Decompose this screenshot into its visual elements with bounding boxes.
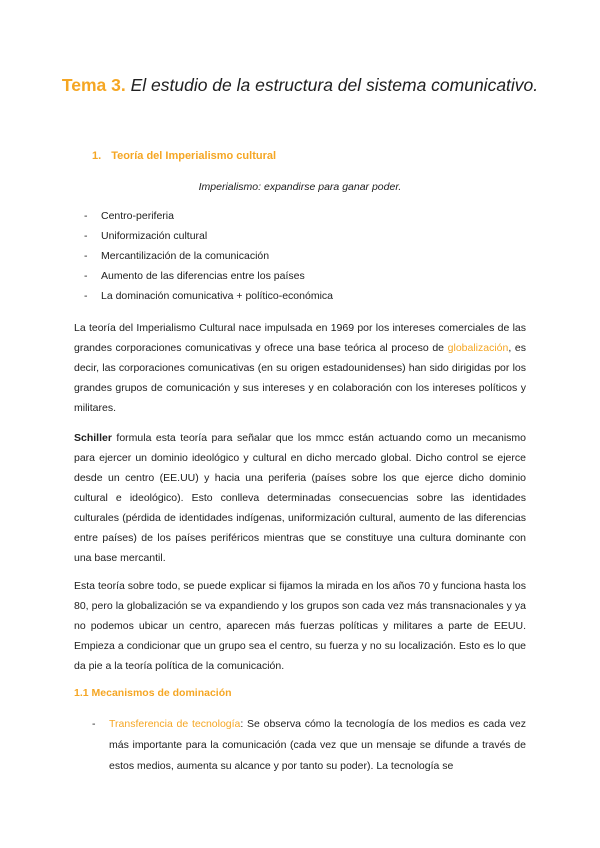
list-item: - Aumento de las diferencias entre los países — [84, 270, 305, 282]
bullet-list — [76, 209, 333, 309]
list-item: - La dominación comunicativa + político-económica — [84, 290, 333, 302]
title-number: Tema 3. — [61, 75, 126, 95]
section-number: 1. — [92, 150, 102, 162]
paragraph-2: Schiller formula esta teoría para señalar que los mmcc están actuando como un mecanismo para ejercer un dominio ideológico y cultural en dicho mercado global. Dicho control se ejerce desde un centro (EE.UU) y hacia una periferia (países sobre los que ejerce dicho dominio cultural e ideológico). Esto conlleva determinadas consecuencias sobre las identidades culturales (pérdida de identidades indígenas, uniformización cultural, aumento de las diferencias entre países) de los países periféricos mientras que se constituye una cultura dominante con una base mercantil. — [74, 432, 526, 564]
highlight-term: globalización — [447, 342, 509, 354]
page-title — [60, 74, 540, 96]
list-item: - Centro-periferia — [84, 210, 174, 222]
paragraph-3: Esta teoría sobre todo, se puede explicar si fijamos la mirada en los años 70 y funciona hasta los 80, pero la globalización se va expandiendo y los grupos son cada vez más transnacionales y ya no podemos ubicar un centro, aparecen más fuerzas políticas y militares a parte de EEUU. Empieza a condicionar que un grupo sea el centro, su fuerza y no su localización. Esto es lo que da pie a la teoría política de la comunicación. — [74, 580, 526, 672]
section-heading-1 — [92, 150, 276, 162]
section-heading-1-1: 1.1 Mecanismos de dominación — [74, 687, 232, 699]
highlight-term: Transferencia de tecnología — [109, 718, 241, 730]
title-text: El estudio de la estructura del sistema comunicativo. — [130, 75, 539, 95]
list-item: - Uniformización cultural — [84, 230, 208, 242]
mechanism-item: - Transferencia de tecnología: Se observa cómo la tecnología de los medios es cada vez más importante para la comunicación (cada vez que un mensaje se difunde a través de estos medios, aumenta su alcance y por tanto su poder). La tecnología se — [92, 718, 526, 772]
bold-term: Schiller — [74, 432, 112, 444]
list-item: - Mercantilización de la comunicación — [84, 250, 270, 262]
paragraph-1: La teoría del Imperialismo Cultural nace impulsada en 1969 por los intereses comerciales de las grandes corporaciones comunicativas y ofrece una base teórica al proceso de globalización, es decir, las corporaciones comunicativas (en su origen estadounidenses) han sido dirigidas por los grandes grupos de comunicación y sus intereses y en colaboración con los intereses políticos y militares. — [74, 322, 526, 414]
definition-line: Imperialismo: expandirse para ganar poder. — [198, 181, 402, 193]
section-title: Teoría del Imperialismo cultural — [111, 150, 277, 162]
